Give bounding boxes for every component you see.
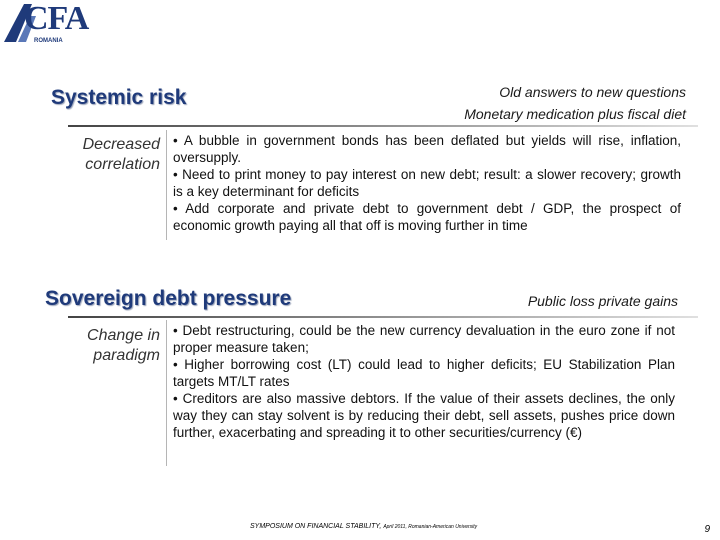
logo-mark: CFA: [24, 0, 89, 37]
section-title-sovereign-debt: Sovereign debt pressure: [45, 287, 292, 310]
section2-bullet: • Higher borrowing cost (LT) could lead to higher deficits; EU Stabilization Plan targets MT/LT rates: [173, 357, 675, 389]
section1-bullet: • A bubble in government bonds has been deflated but yields will rise, inflation, oversupply.: [173, 133, 681, 165]
section1-body: [173, 132, 681, 234]
section-title-systemic-risk: Systemic risk: [51, 86, 187, 109]
cfa-romania-logo: [2, 2, 102, 46]
section1-label-line1: Decreased: [82, 136, 160, 153]
section1-subtitle-line1: Old answers to new questions: [499, 84, 686, 100]
section1-label-line2: correlation: [85, 156, 160, 173]
section2-bullet: • Creditors are also massive debtors. If the value of their assets declines, the only way they can stay solvent is by reducing their debt, sell assets, pushes price down further, exacerbating and spreading it to other securities/currency (€): [173, 391, 675, 440]
section2-vertical-rule: [166, 320, 167, 466]
section2-subtitle: Public loss private gains: [527, 293, 678, 309]
section1-label: [83, 135, 160, 175]
page-number: 9: [704, 524, 710, 535]
footer-main: SYMPOSIUM ON FINANCIAL STABILITY,: [250, 523, 382, 530]
section2-label-line1: Change in: [87, 327, 160, 344]
section2-label: [87, 326, 160, 366]
logo-sub: ROMANIA: [34, 38, 63, 44]
section2-divider: [68, 316, 698, 318]
section2-label-line2: paradigm: [93, 347, 160, 364]
section1-subtitle-line2: Monetary medication plus fiscal diet: [464, 106, 686, 122]
section2-body: [173, 322, 675, 441]
section2-bullet: • Debt restructuring, could be the new currency devaluation in the euro zone if not proper measure taken;: [173, 323, 675, 355]
footer: [250, 523, 477, 530]
section1-bullet: • Add corporate and private debt to government debt / GDP, the prospect of economic growth paying all that off is moving further in time: [173, 201, 681, 233]
section1-bullet: • Need to print money to pay interest on new debt; result: a slower recovery; growth is a key determinant for deficits: [173, 167, 681, 199]
section1-vertical-rule: [166, 130, 167, 240]
section1-divider: [68, 125, 698, 127]
footer-detail: April 2011, Romanian-American University: [383, 524, 478, 530]
